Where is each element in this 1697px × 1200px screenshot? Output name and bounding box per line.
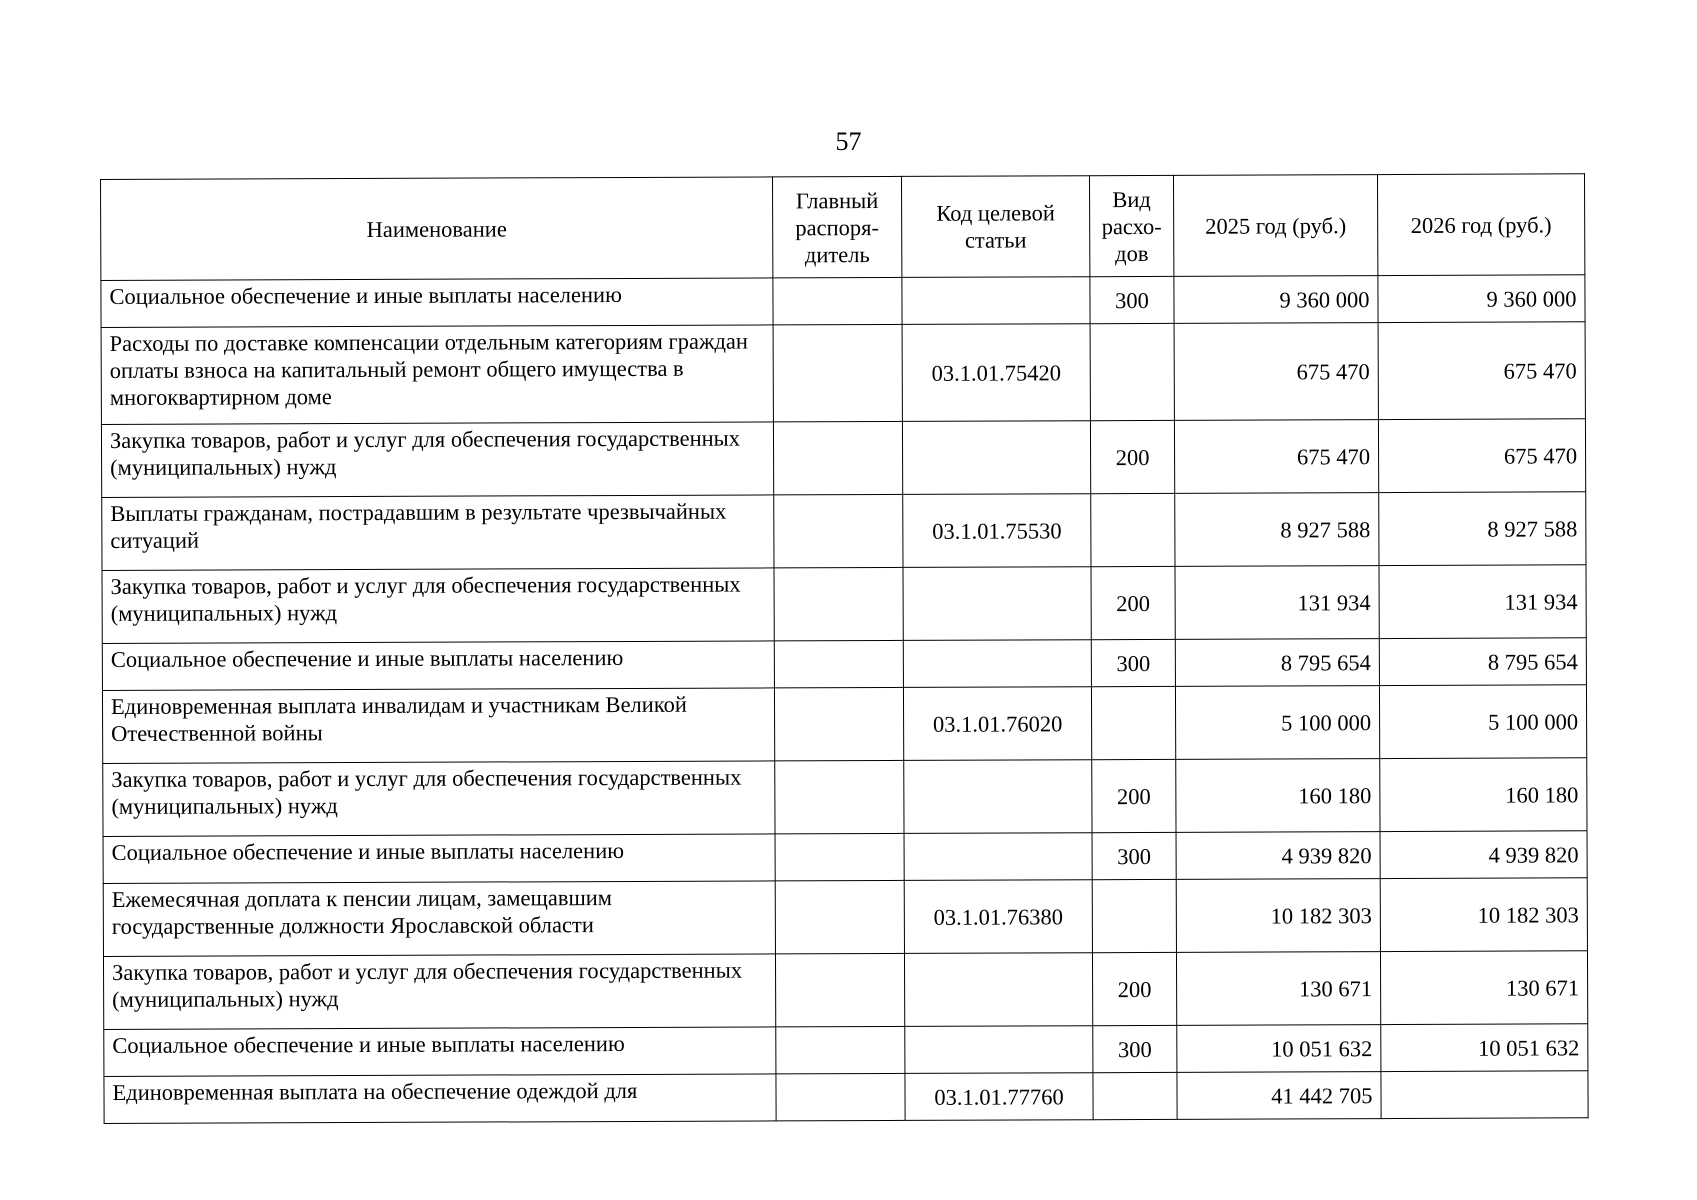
table-header-row [101,174,1585,281]
row-name: Социальное обеспечение и иные выплаты населению [102,641,774,691]
row-kind: 300 [1091,639,1175,686]
row-code: 03.1.01.77760 [905,1073,1093,1121]
row-admin [775,880,904,953]
row-name: Социальное обеспечение и иные выплаты населению [103,834,775,884]
row-2025: 8 795 654 [1175,639,1379,687]
row-admin [774,640,903,687]
row-code [902,421,1090,495]
table-row [102,638,1586,691]
row-code: 03.1.01.76380 [904,880,1092,954]
row-2025: 10 051 632 [1177,1025,1381,1073]
table-row [102,565,1586,644]
row-2026: 9 360 000 [1378,275,1585,323]
row-name: Социальное обеспечение и иные выплаты населению [101,278,773,328]
table-row [101,322,1585,425]
row-code [905,1026,1093,1074]
row-admin [776,1073,905,1120]
row-2025: 675 470 [1174,420,1378,494]
row-kind [1091,493,1175,566]
header-2025: 2025 год (руб.) [1173,175,1377,277]
row-2025: 10 182 303 [1176,879,1380,953]
header-name: Наименование [101,177,773,281]
row-kind [1092,879,1176,952]
row-2026: 8 927 588 [1379,492,1586,566]
row-2026: 4 939 820 [1380,831,1587,879]
table-row [104,1071,1588,1124]
row-code: 03.1.01.75530 [903,494,1091,568]
row-code [904,833,1092,881]
table-row [101,275,1585,328]
row-2025: 131 934 [1175,566,1379,640]
row-name: Социальное обеспечение и иные выплаты населению [104,1027,776,1077]
row-kind [1090,323,1174,420]
row-name: Расходы по доставке компенсации отдельным категориям граждан оплаты взноса на капитальный ремонт общего имущества в многоквартирном доме [101,325,773,425]
row-code [904,760,1092,834]
row-kind [1091,686,1175,759]
table-row [103,878,1587,957]
table-row [101,419,1585,498]
header-kind: Вид расхо-дов [1089,175,1173,276]
header-2026: 2026 год (руб.) [1377,174,1584,276]
row-code: 03.1.01.76020 [903,687,1091,761]
row-name: Выплаты гражданам, пострадавшим в результате чрезвычайных ситуаций [102,495,774,571]
row-2026: 8 795 654 [1379,638,1586,686]
row-code [904,953,1092,1027]
row-2026: 10 182 303 [1380,878,1587,952]
row-admin [774,494,903,567]
row-admin [773,277,902,324]
table-row [104,1024,1588,1077]
row-kind: 200 [1091,566,1175,639]
row-kind: 200 [1090,420,1174,493]
row-name: Закупка товаров, работ и услуг для обеспечения государственных (муниципальных) нужд [101,422,773,498]
row-name: Ежемесячная доплата к пенсии лицам, замещавшим государственные должности Ярославской области [103,881,775,957]
row-2025: 41 442 705 [1177,1072,1381,1120]
row-2026: 675 470 [1378,322,1585,420]
row-admin [774,567,903,640]
header-admin: Главный распоря-дитель [772,176,901,277]
row-name: Закупка товаров, работ и услуг для обеспечения государственных (муниципальных) нужд [103,954,775,1030]
row-name: Закупка товаров, работ и услуг для обеспечения государственных (муниципальных) нужд [103,761,775,837]
header-code: Код целевой статьи [901,176,1089,278]
row-2025: 675 470 [1174,323,1378,421]
row-admin [773,421,902,494]
row-2025: 4 939 820 [1176,832,1380,880]
row-admin [774,687,903,760]
row-kind: 200 [1092,952,1176,1025]
row-kind [1093,1072,1177,1119]
row-admin [775,833,904,880]
row-admin [776,1026,905,1073]
table-row [103,831,1587,884]
table-row [102,685,1586,764]
row-2026 [1381,1071,1588,1119]
row-2026: 130 671 [1380,951,1587,1025]
row-2025: 160 180 [1176,759,1380,833]
row-2025: 5 100 000 [1175,686,1379,760]
row-kind: 300 [1092,832,1176,879]
page-number: 57 [835,127,862,156]
row-code [902,277,1090,325]
row-code: 03.1.01.75420 [902,324,1090,422]
row-2025: 9 360 000 [1174,276,1378,324]
table-row [103,951,1587,1030]
row-2026: 5 100 000 [1379,685,1586,759]
row-2026: 675 470 [1378,419,1585,493]
row-kind: 300 [1093,1025,1177,1072]
row-code [903,567,1091,641]
row-kind: 200 [1092,759,1176,832]
row-2025: 130 671 [1176,952,1380,1026]
row-code [903,640,1091,688]
row-admin [773,324,902,421]
row-admin [775,953,904,1026]
row-2026: 10 051 632 [1381,1024,1588,1072]
row-admin [775,760,904,833]
row-2025: 8 927 588 [1175,493,1379,567]
table-row [103,758,1587,837]
table-row [102,492,1586,571]
budget-table [100,173,1589,1124]
row-name: Единовременная выплата инвалидам и участникам Великой Отечественной войны [102,688,774,764]
row-2026: 160 180 [1380,758,1587,832]
row-2026: 131 934 [1379,565,1586,639]
row-name: Закупка товаров, работ и услуг для обеспечения государственных (муниципальных) нужд [102,568,774,644]
row-kind: 300 [1090,276,1174,323]
row-name: Единовременная выплата на обеспечение одеждой для [104,1074,776,1124]
